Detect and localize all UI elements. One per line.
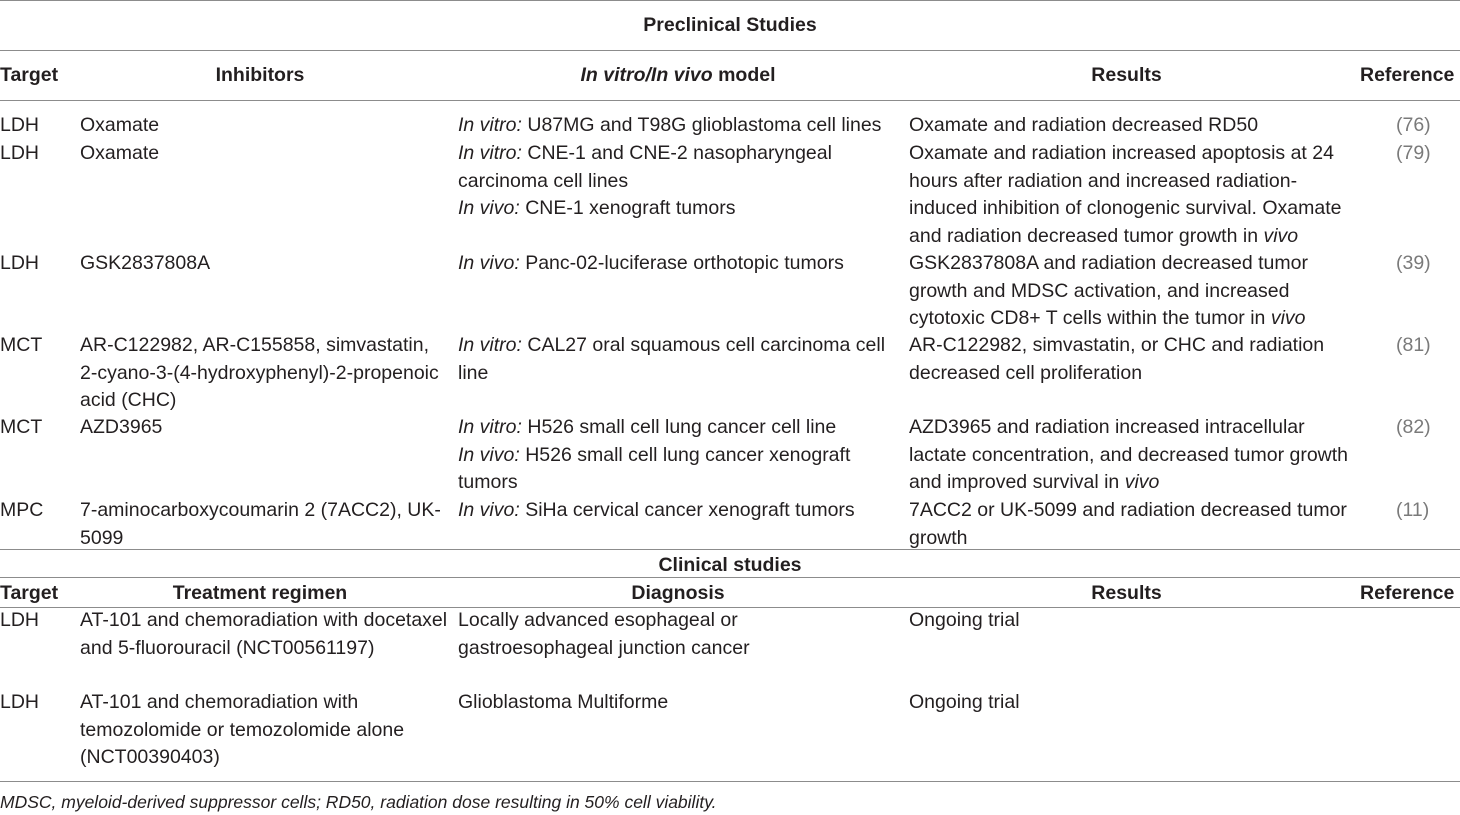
model-entry — [458, 414, 898, 442]
result-text: AZD3965 and radiation increased intracellular lactate concentration, and decreased tumor growth and improved survival in — [909, 416, 1349, 493]
cell-model — [458, 250, 898, 278]
cell-reference: (82) — [1396, 416, 1431, 438]
cell-result — [909, 140, 1349, 250]
model-entry — [458, 140, 898, 195]
cell-model — [458, 414, 898, 497]
result-text: GSK2837808A and radiation decreased tumor growth and MDSC activation, and increased cytotoxic CD8+ T cells within the tumor in — [909, 252, 1308, 329]
preclinical-title: Preclinical Studies — [643, 14, 817, 36]
clinical-header-results: Results — [1091, 582, 1162, 604]
cell-target: LDH — [0, 252, 40, 274]
clinical-header-diagnosis: Diagnosis — [631, 582, 725, 604]
model-entry — [458, 112, 898, 140]
model-label: In vivo: — [458, 443, 520, 466]
cell-inhibitor: AR-C122982, AR-C155858, simvastatin, 2-cyano-3-(4-hydroxyphenyl)-2-propenoic acid (CHC) — [80, 334, 439, 411]
clinical-header-target: Target — [0, 582, 59, 604]
top-rule — [0, 0, 1460, 1]
cell-reference: (11) — [1396, 499, 1430, 521]
model-label: In vitro: — [458, 416, 522, 438]
header-results: Results — [1091, 64, 1162, 86]
cell-inhibitor: GSK2837808A — [80, 252, 211, 274]
cell-model — [458, 112, 898, 140]
model-label: In vivo: — [458, 197, 520, 219]
model-label: In vivo: — [458, 499, 520, 521]
header-model-italic: In vitro/In vivo — [580, 64, 713, 86]
model-entry — [458, 250, 898, 278]
cell-result — [909, 414, 1349, 497]
header-inhibitors: Inhibitors — [215, 64, 305, 86]
cell-inhibitor: AZD3965 — [80, 416, 163, 438]
model-text: SiHa cervical cancer xenograft tumors — [519, 499, 855, 521]
model-text: CNE-1 and CNE-2 nasopharyngeal carcinoma cell lines — [458, 142, 832, 192]
cell-inhibitor: Oxamate — [80, 114, 160, 136]
cell-inhibitor: Oxamate — [80, 142, 160, 164]
cell-target: MCT — [0, 334, 43, 356]
table-bottom-rule — [0, 781, 1460, 782]
cell-result — [909, 332, 1349, 387]
cell-target: LDH — [0, 114, 40, 136]
model-entry — [458, 497, 898, 525]
cell-diagnosis: Locally advanced esophageal or gastroesophageal junction cancer — [458, 609, 750, 659]
section-title-rule — [0, 50, 1460, 51]
cell-model — [458, 497, 898, 525]
cell-result — [909, 112, 1349, 140]
result-italic: vivo — [1124, 471, 1160, 493]
model-entry — [458, 442, 898, 497]
model-label: In vitro: — [458, 114, 522, 136]
model-text: Panc-02-luciferase orthotopic tumors — [519, 252, 844, 274]
header-reference: Reference — [1360, 64, 1455, 86]
model-text: CAL27 oral squamous cell carcinoma cell line — [458, 334, 886, 384]
cell-target: MPC — [0, 499, 44, 521]
header-model — [458, 62, 898, 90]
clinical-header-reference: Reference — [1360, 582, 1455, 604]
cell-result: Ongoing trial — [909, 609, 1020, 631]
model-text: CNE-1 xenograft tumors — [519, 197, 736, 219]
result-text: Oxamate and radiation increased apoptosis at 24 hours after radiation and increased radiation-induced inhibition of clonogenic survival. Oxamate and radiation decreased tumor growth in — [909, 142, 1342, 247]
cell-result — [909, 250, 1349, 333]
cell-target: LDH — [0, 142, 40, 164]
clinical-title: Clinical studies — [658, 554, 802, 576]
cell-model — [458, 332, 898, 387]
cell-model — [458, 140, 898, 223]
header-rule — [0, 100, 1460, 101]
cell-regimen: AT-101 and chemoradiation with docetaxel and 5-fluorouracil (NCT00561197) — [80, 609, 448, 659]
result-italic: vivo — [1270, 307, 1306, 329]
cell-diagnosis: Glioblastoma Multiforme — [458, 691, 669, 713]
model-text: H526 small cell lung cancer cell line — [521, 416, 837, 438]
result-text: Oxamate and radiation decreased RD50 — [909, 114, 1259, 136]
cell-reference: (76) — [1396, 114, 1431, 136]
header-target: Target — [0, 64, 59, 86]
model-label: In vivo: — [458, 252, 520, 274]
result-text: AR-C122982, simvastatin, or CHC and radiation decreased cell proliferation — [909, 334, 1325, 384]
model-entry — [458, 195, 898, 223]
model-label: In vitro: — [458, 334, 522, 356]
table-footnote: MDSC, myeloid-derived suppressor cells; RD50, radiation dose resulting in 50% cell viability. — [0, 792, 717, 812]
result-text: 7ACC2 or UK-5099 and radiation decreased tumor growth — [909, 499, 1347, 549]
cell-target: LDH — [0, 691, 40, 713]
cell-reference: (39) — [1396, 252, 1431, 274]
cell-inhibitor: 7-aminocarboxycoumarin 2 (7ACC2), UK-5099 — [80, 499, 441, 549]
header-model-rest: model — [712, 64, 776, 86]
cell-result: Ongoing trial — [909, 691, 1020, 713]
clinical-header-regimen: Treatment regimen — [172, 582, 348, 604]
model-entry — [458, 332, 898, 387]
model-text: U87MG and T98G glioblastoma cell lines — [521, 114, 882, 136]
cell-reference: (79) — [1396, 142, 1431, 164]
cell-target: LDH — [0, 609, 40, 631]
cell-reference: (81) — [1396, 334, 1431, 356]
cell-regimen: AT-101 and chemoradiation with temozolomide or temozolomide alone (NCT00390403) — [80, 691, 405, 768]
cell-target: MCT — [0, 416, 43, 438]
cell-result — [909, 497, 1349, 552]
model-text: H526 small cell lung cancer xenograft tumors — [458, 443, 851, 493]
model-label: In vitro: — [458, 142, 522, 164]
result-italic: vivo — [1263, 224, 1299, 247]
